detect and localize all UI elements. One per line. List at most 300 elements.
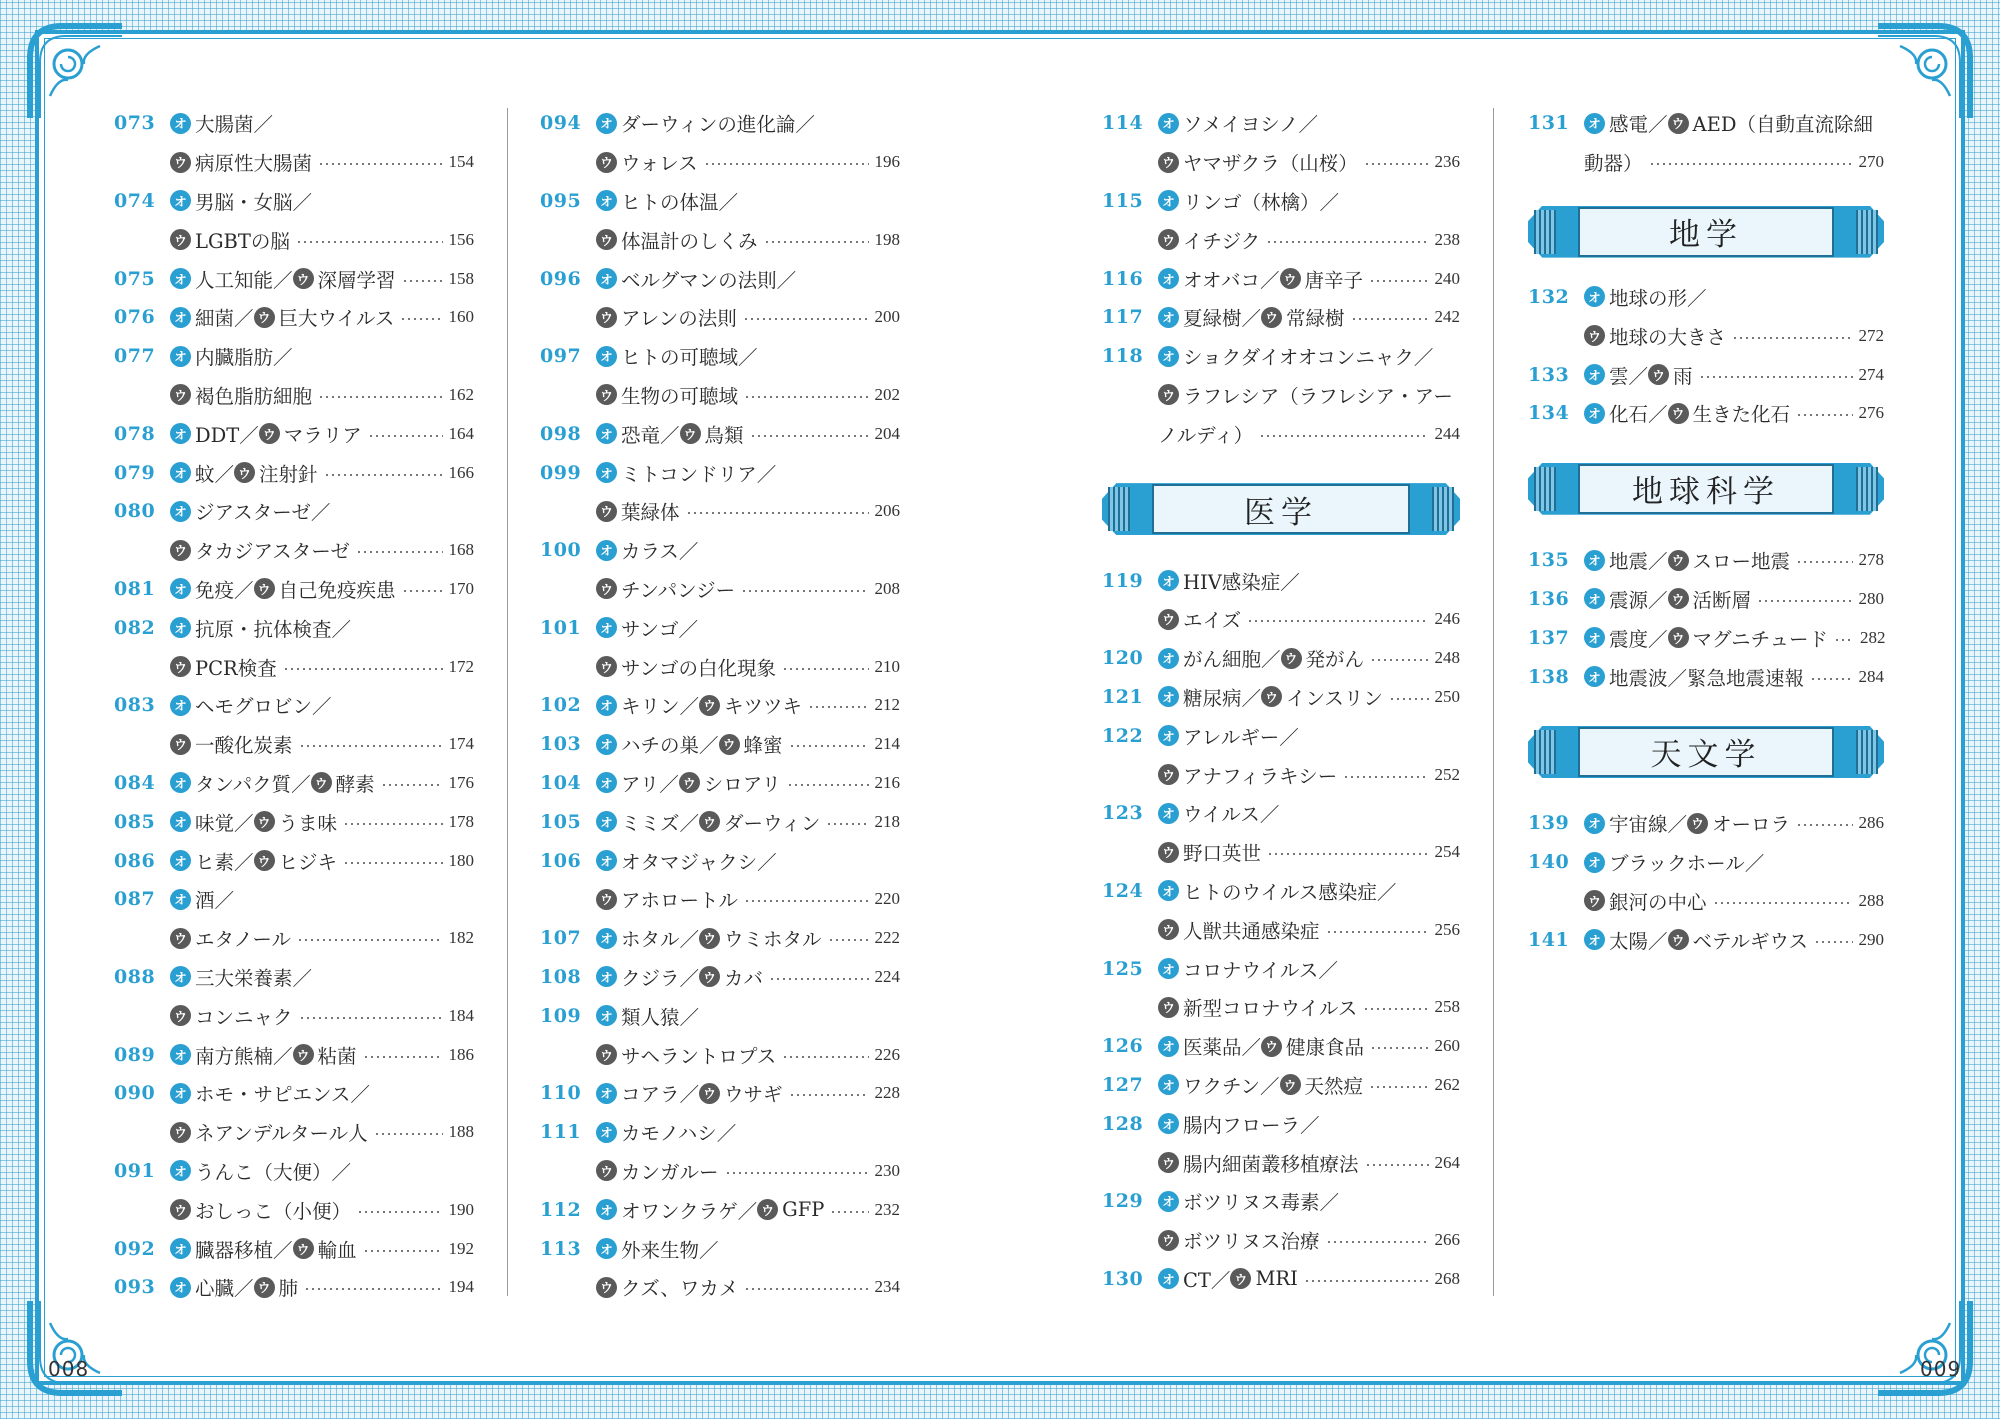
dot-leader [1266,241,1428,243]
toc-entry[interactable] [1102,755,1460,794]
toc-entry[interactable] [1528,541,1884,580]
corner-ornament-bottom-right-icon [1868,1291,1978,1401]
toc-entry[interactable] [1102,949,1460,988]
o-badge-icon: オ [596,1238,617,1259]
toc-entry[interactable] [114,958,474,997]
entry-number: 112 [540,1198,582,1221]
dot-leader [1343,776,1428,778]
entry-number: 080 [114,500,156,523]
entry-number: 092 [114,1237,156,1260]
o-badge-icon: オ [1158,190,1179,211]
toc-entry[interactable] [114,570,474,609]
toc-entry[interactable] [1528,580,1884,619]
toc-entry[interactable] [540,104,900,143]
entry-title-u: 野口英世 [1183,842,1262,866]
toc-entry[interactable] [114,492,474,531]
entry-number: 102 [540,694,582,717]
toc-entry[interactable] [1528,143,1884,182]
entry-number: 086 [114,849,156,872]
entry-title-u: イチジク [1183,229,1261,253]
entry-page-number: 216 [874,772,900,792]
o-badge-icon: オ [170,462,191,483]
toc-entry[interactable] [1102,872,1460,911]
entry-page-number: 174 [448,734,474,754]
o-badge-icon: オ [170,617,191,638]
toc-entry[interactable] [540,376,900,415]
u-badge-icon: ウ [1261,686,1282,707]
entry-title-o: コロナウイルス／ [1183,958,1338,982]
dot-leader [304,1288,442,1290]
toc-entry[interactable] [540,647,900,686]
u-badge-icon: ウ [699,1083,720,1104]
toc-entry[interactable] [114,841,474,880]
entry-title-o: 大腸菌／ [195,113,274,137]
toc-entry[interactable] [1102,833,1460,872]
u-badge-icon: ウ [719,734,740,755]
dot-leader [297,939,443,941]
entry-title-u: キツツキ [724,695,803,719]
entry-number: 133 [1528,363,1570,386]
dot-leader [299,1017,443,1019]
entry-title-o: ホモ・サピエンス／ [195,1083,370,1107]
u-badge-icon: ウ [170,656,191,677]
entry-page-number: 164 [448,423,474,443]
toc-entry[interactable] [1528,278,1884,317]
entry-title-u: 活断層 [1692,588,1752,612]
entry-title-o: 太陽／ [1609,929,1668,953]
entry-title-u: 酵素 [335,772,375,796]
o-badge-icon: オ [170,772,191,793]
entry-title-u: インスリン [1286,686,1383,710]
dot-leader [1247,620,1428,622]
toc-entry[interactable] [114,1229,474,1268]
dot-leader [299,745,443,747]
entry-page-number: 160 [448,307,474,327]
u-badge-icon: ウ [1158,997,1179,1018]
o-badge-icon: オ [1158,725,1179,746]
u-badge-icon: ウ [1261,1036,1282,1057]
toc-entry[interactable] [1528,316,1884,355]
entry-page-number: 170 [448,578,474,598]
o-badge-icon: オ [170,190,191,211]
dot-leader [283,668,443,670]
toc-entry[interactable] [114,337,474,376]
toc-entry[interactable] [1102,1027,1460,1066]
toc-entry[interactable] [114,686,474,725]
entry-page-number: 176 [448,772,474,792]
entry-page-number: 158 [448,268,474,288]
entry-page-number: 264 [1434,1152,1460,1172]
toc-entry[interactable] [540,608,900,647]
entry-number: 132 [1528,285,1570,308]
o-badge-icon: オ [596,928,617,949]
entry-number: 103 [540,733,582,756]
entry-page-number: 226 [874,1044,900,1064]
toc-entry[interactable] [1102,1182,1460,1221]
entry-title-continued: ノルディ） [1158,423,1254,447]
toc-entry[interactable] [540,1268,900,1307]
toc-entry[interactable] [114,919,474,958]
toc-entry[interactable] [1102,337,1460,376]
toc-entry[interactable] [1102,794,1460,833]
entry-number: 136 [1528,587,1570,610]
entry-title-o: サンゴ／ [621,617,699,641]
entry-page-number: 208 [874,578,900,598]
toc-entry[interactable] [1102,143,1460,182]
entry-title-o: ソメイヨシノ／ [1183,113,1318,137]
toc-entry[interactable] [540,880,900,919]
entry-title-o: ウイルス／ [1183,803,1280,827]
o-badge-icon: オ [1584,929,1605,950]
toc-entry[interactable] [114,1074,474,1113]
entry-title-o: 雲／ [1609,364,1649,388]
u-badge-icon: ウ [254,811,275,832]
dot-leader [1365,1164,1429,1166]
entry-number: 137 [1528,626,1570,649]
entry-page-number: 244 [1434,423,1460,443]
entry-title-u: 巨大ウイルス [278,307,395,331]
toc-entry[interactable] [114,647,474,686]
entry-page-number: 224 [874,966,900,986]
u-badge-icon: ウ [1158,609,1179,630]
dot-leader [402,280,443,282]
toc-entry[interactable] [540,686,900,725]
entry-title-o: 恐竜／ [621,423,680,447]
entry-title-o: コアラ／ [621,1083,700,1107]
toc-entry[interactable] [1102,1066,1460,1105]
entry-title-u: クズ、ワカメ [621,1277,739,1301]
toc-entry[interactable] [1102,298,1460,337]
toc-entry[interactable] [1102,716,1460,755]
toc-entry[interactable] [1102,639,1460,678]
o-badge-icon: オ [1584,666,1605,687]
toc-entry[interactable] [1102,988,1460,1027]
dot-leader [1810,678,1852,680]
entry-title-u: オーロラ [1712,813,1791,837]
entry-title-u: ボツリヌス治療 [1183,1230,1320,1254]
toc-entry[interactable] [114,996,474,1035]
toc-entry[interactable] [114,1035,474,1074]
u-badge-icon: ウ [680,423,701,444]
u-badge-icon: ウ [170,384,191,405]
entry-number: 121 [1102,685,1144,708]
entry-number: 123 [1102,802,1144,825]
toc-entry[interactable] [1102,1260,1460,1299]
dot-leader [686,512,869,514]
entry-page-number: 234 [874,1277,900,1297]
entry-title-u: PCR検査 [195,656,277,680]
toc-entry[interactable] [540,1190,900,1229]
o-badge-icon: オ [170,695,191,716]
toc-entry[interactable] [540,919,900,958]
u-badge-icon: ウ [293,1238,314,1259]
toc-entry[interactable] [1102,678,1460,717]
toc-entry[interactable] [114,1190,474,1229]
toc-entry[interactable] [1102,1143,1460,1182]
toc-entry[interactable] [540,1113,900,1152]
toc-entry[interactable] [114,182,474,221]
toc-entry[interactable] [1102,600,1460,639]
entry-number: 096 [540,267,582,290]
toc-entry[interactable] [114,1268,474,1307]
toc-entry[interactable] [1102,561,1460,600]
o-badge-icon: オ [170,307,191,328]
entry-number: 095 [540,189,582,212]
u-badge-icon: ウ [170,734,191,755]
entry-number: 128 [1102,1112,1144,1135]
toc-entry[interactable] [114,104,474,143]
entry-number: 082 [114,616,156,639]
entry-title-u: ベテルギウス [1692,929,1808,953]
entry-page-number: 188 [448,1122,474,1142]
entry-title-u: 鳥類 [704,423,744,447]
o-badge-icon: オ [170,966,191,987]
entry-title-u: 人獣共通感染症 [1183,919,1320,943]
toc-entry[interactable] [1102,104,1460,143]
toc-entry[interactable] [114,259,474,298]
o-badge-icon: オ [170,889,191,910]
column-divider [507,108,508,1296]
entry-title-u: 常緑樹 [1286,307,1345,331]
entry-title-o: 化石／ [1609,403,1668,427]
toc-entry[interactable] [114,414,474,453]
entry-title-o: 心臓／ [195,1277,254,1301]
o-badge-icon: オ [596,268,617,289]
entry-page-number: 172 [448,656,474,676]
o-badge-icon: オ [596,190,617,211]
toc-entry[interactable] [114,531,474,570]
dot-leader [782,1056,868,1058]
entry-title-u: ヤマザクラ（山桜） [1183,152,1358,176]
u-badge-icon: ウ [596,384,617,405]
entry-title-u: 病原性大腸菌 [195,152,313,176]
toc-entry[interactable] [540,958,900,997]
toc-entry[interactable] [1528,355,1884,394]
entry-title-o: カモノハシ／ [621,1122,737,1146]
dot-leader [363,1056,443,1058]
o-badge-icon: オ [596,772,617,793]
toc-entry[interactable] [540,1229,900,1268]
entry-title-o: ミトコンドリア／ [621,462,777,486]
entry-number: 130 [1102,1267,1144,1290]
o-badge-icon: オ [1584,813,1605,834]
toc-entry[interactable] [114,298,474,337]
toc-entry[interactable] [114,1152,474,1191]
u-badge-icon: ウ [1668,550,1689,571]
toc-entry[interactable] [540,996,900,1035]
toc-entry[interactable] [1528,394,1884,433]
u-badge-icon: ウ [1280,268,1301,289]
entry-number: 109 [540,1004,582,1027]
toc-entry[interactable] [114,1113,474,1152]
entry-number: 101 [540,616,582,639]
section-heading-chigaku [1528,202,1884,262]
entry-title-o: 震源／ [1609,588,1668,612]
o-badge-icon: オ [170,1160,191,1181]
entry-title-o: アリ／ [621,772,679,796]
toc-entry[interactable] [540,298,900,337]
entry-page-number: 162 [448,384,474,404]
entry-number: 111 [540,1121,582,1144]
entry-page-number: 186 [448,1044,474,1064]
toc-entry[interactable] [540,764,900,803]
entry-number: 107 [540,927,582,950]
toc-entry[interactable] [540,570,900,609]
o-badge-icon: オ [596,462,617,483]
toc-entry[interactable] [1102,910,1460,949]
o-badge-icon: オ [1584,286,1605,307]
dot-leader [1267,853,1428,855]
u-badge-icon: ウ [170,229,191,250]
entry-number: 114 [1102,112,1144,135]
entry-page-number: 272 [1858,325,1884,345]
toc-entry[interactable] [540,802,900,841]
toc-entry[interactable] [1528,618,1884,657]
toc-entry[interactable] [114,608,474,647]
toc-entry[interactable] [540,453,900,492]
toc-entry[interactable] [1528,104,1884,143]
toc-entry[interactable] [540,1074,900,1113]
toc-entry[interactable] [114,143,474,182]
toc-entry[interactable] [1528,920,1884,959]
toc-entry[interactable] [114,725,474,764]
toc-entry[interactable] [540,725,900,764]
toc-entry[interactable] [540,143,900,182]
entry-title-u: 粘菌 [317,1044,357,1068]
entry-title-u: ラフレシア（ラフレシア・アー [1183,384,1453,408]
dot-leader [400,318,442,320]
entry-title-u: アホロートル [621,889,739,913]
toc-column-4 [1528,104,1884,959]
entry-title-u: 銀河の中心 [1609,890,1707,914]
entry-page-number: 260 [1434,1036,1460,1056]
u-badge-icon: ウ [170,1005,191,1026]
toc-entry[interactable] [114,453,474,492]
toc-entry[interactable] [540,182,900,221]
entry-title-u: MRI [1255,1267,1298,1291]
u-badge-icon: ウ [1584,325,1605,346]
entry-number: 098 [540,422,582,445]
entry-title-o: カラス／ [621,540,699,564]
toc-entry[interactable] [540,414,900,453]
u-badge-icon: ウ [699,928,720,949]
entry-number: 089 [114,1043,156,1066]
entry-page-number: 284 [1858,666,1884,686]
entry-page-number: 198 [874,229,900,249]
toc-entry[interactable] [114,376,474,415]
entry-title-u: 褐色脂肪細胞 [195,384,313,408]
toc-entry[interactable] [1102,414,1460,453]
entry-title-u: 生物の可聴域 [621,384,739,408]
dot-leader [356,551,443,553]
dot-leader [1364,163,1429,165]
entry-page-number: 268 [1434,1268,1460,1288]
toc-entry[interactable] [114,802,474,841]
entry-title-o: 味覚／ [195,811,254,835]
toc-entry[interactable] [1102,182,1460,221]
entry-page-number: 246 [1434,609,1460,629]
toc-entry[interactable] [1102,376,1460,415]
entry-title-o: 震度／ [1609,627,1668,651]
toc-entry[interactable] [1102,1104,1460,1143]
entry-title-u: 天然痘 [1304,1074,1364,1098]
u-badge-icon: ウ [1261,307,1282,328]
toc-entry[interactable] [540,259,900,298]
corner-ornament-top-right-icon [1868,18,1978,128]
toc-entry[interactable] [1528,657,1884,696]
o-badge-icon: オ [170,346,191,367]
toc-entry[interactable] [540,1152,900,1191]
dot-leader [1732,337,1852,339]
entry-page-number: 258 [1434,997,1460,1017]
u-badge-icon: ウ [1668,113,1689,134]
entry-page-number: 238 [1434,229,1460,249]
entry-page-number: 154 [448,152,474,172]
toc-entry[interactable] [540,841,900,880]
o-badge-icon: オ [596,811,617,832]
o-badge-icon: オ [1158,1113,1179,1134]
toc-entry[interactable] [114,764,474,803]
entry-title-o: 人工知能／ [195,268,293,292]
entry-page-number: 194 [448,1277,474,1297]
toc-entry[interactable] [114,880,474,919]
toc-entry[interactable] [540,220,900,259]
entry-title-u: マグニチュード [1692,627,1829,651]
entry-title-o: オタマジャクシ／ [621,850,777,874]
entry-number: 090 [114,1082,156,1105]
dot-leader [1649,163,1853,165]
dot-leader [343,823,442,825]
u-badge-icon: ウ [170,1122,191,1143]
entry-number: 115 [1102,189,1144,212]
section-heading-igaku [1102,479,1460,539]
toc-entry[interactable] [540,337,900,376]
entry-page-number: 202 [874,384,900,404]
toc-entry[interactable] [1102,1221,1460,1260]
u-badge-icon: ウ [699,966,720,987]
toc-entry[interactable] [114,220,474,259]
u-badge-icon: ウ [1280,1074,1301,1095]
entry-number: 108 [540,965,582,988]
toc-entry[interactable] [540,492,900,531]
section-heading-chikyu [1528,459,1884,519]
toc-entry[interactable] [540,531,900,570]
u-badge-icon: ウ [1668,588,1689,609]
u-badge-icon: ウ [311,772,332,793]
entry-title-u: アレンの法則 [621,307,737,331]
u-badge-icon: ウ [1158,152,1179,173]
toc-entry[interactable] [1102,259,1460,298]
entry-title-o: 地震波／緊急地震速報 [1609,666,1805,690]
toc-entry[interactable] [1528,843,1884,882]
entry-page-number: 210 [874,656,900,676]
u-badge-icon: ウ [1230,1268,1251,1289]
entry-title-o: 男脳・女脳／ [195,190,313,214]
toc-entry[interactable] [1528,804,1884,843]
dot-leader [826,823,868,825]
entry-number: 081 [114,577,156,600]
entry-title-o: 臓器移植／ [195,1238,293,1262]
u-badge-icon: ウ [170,928,191,949]
dot-leader [704,163,869,165]
toc-entry[interactable] [1102,220,1460,259]
toc-entry[interactable] [540,1035,900,1074]
entry-title-o: ホタル／ [621,928,700,952]
toc-entry[interactable] [1528,882,1884,921]
entry-title-u: 唐辛子 [1304,268,1364,292]
o-badge-icon: オ [170,1083,191,1104]
entry-page-number: 266 [1434,1230,1460,1250]
